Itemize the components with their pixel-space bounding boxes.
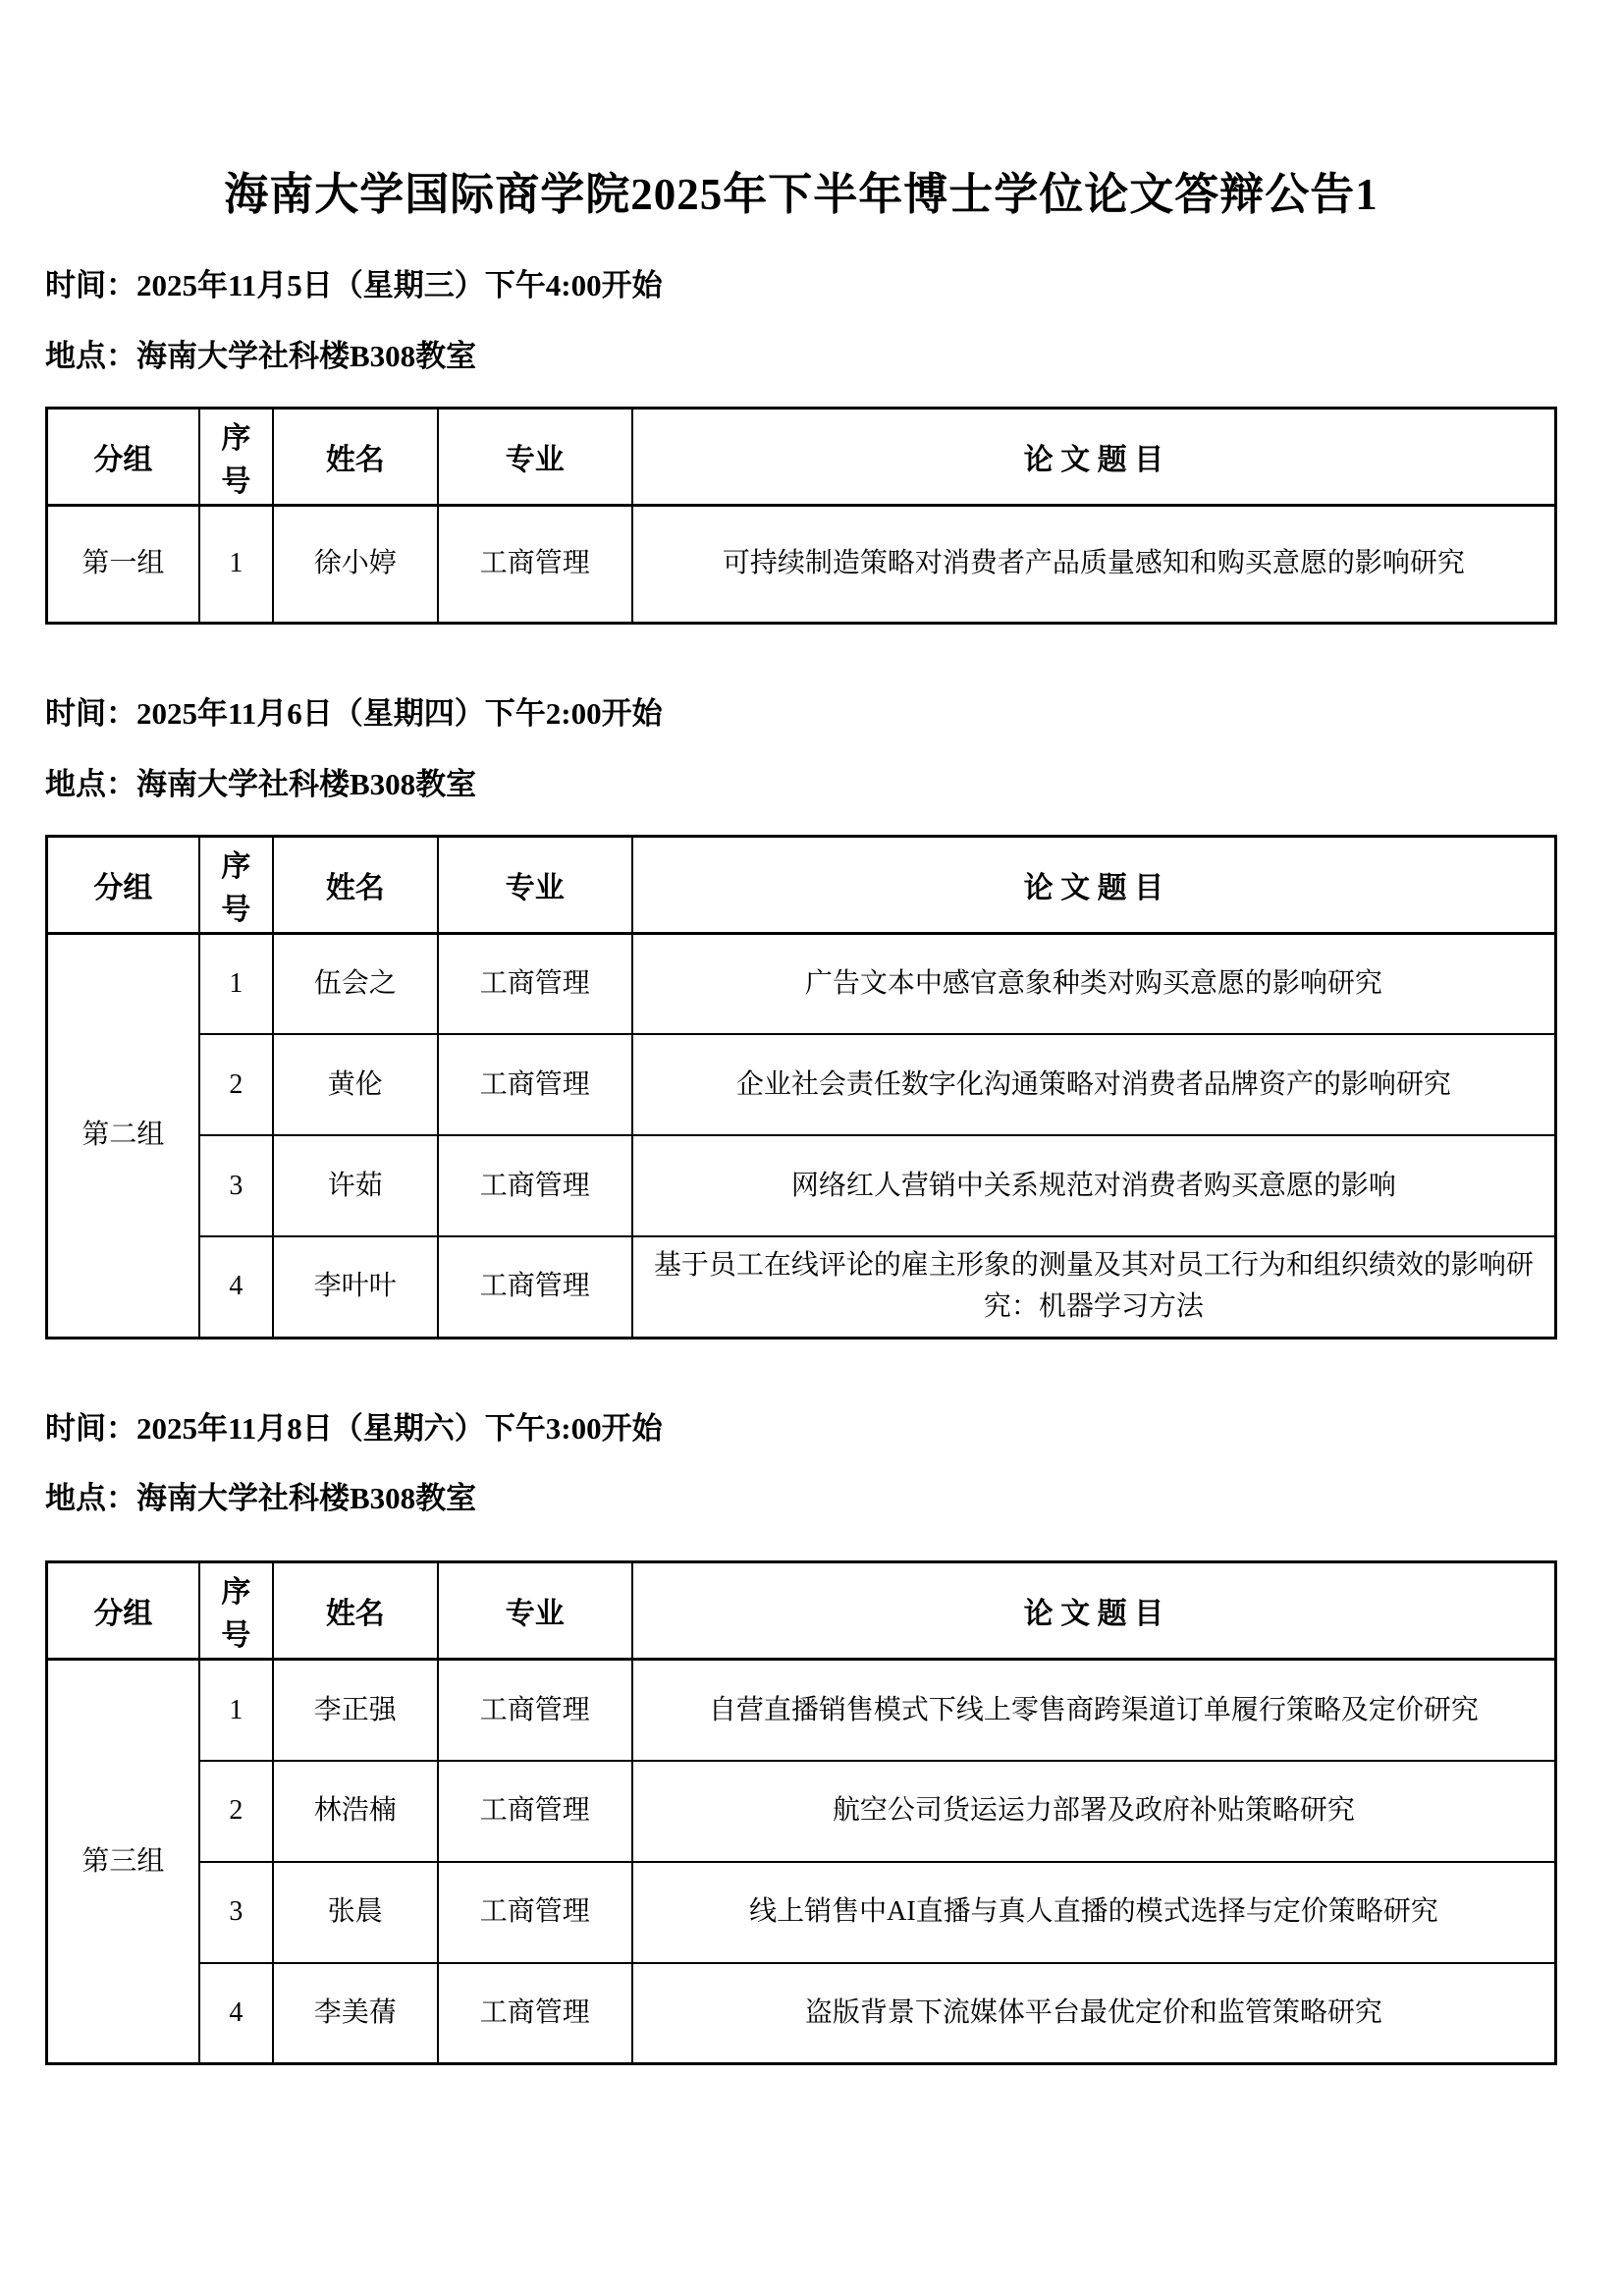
defense-table-3	[45, 1560, 1557, 2065]
major-cell: 工商管理	[438, 1761, 632, 1862]
header-thesis-title: 论 文 题 目	[632, 1562, 1556, 1660]
seq-cell: 4	[199, 1236, 273, 1338]
table-row	[47, 1660, 1556, 1761]
group-cell: 第一组	[47, 505, 199, 623]
header-thesis-title: 论 文 题 目	[632, 408, 1556, 505]
name-cell: 李正强	[273, 1660, 438, 1761]
table-row	[47, 1034, 1556, 1135]
table-row	[47, 1135, 1556, 1236]
header-seq: 序号	[199, 1562, 273, 1660]
session-2-location: 地点：海南大学社科楼B308教室	[45, 766, 477, 801]
header-major: 专业	[438, 408, 632, 505]
table-header-row	[47, 836, 1556, 933]
thesis-title-cell: 航空公司货运运力部署及政府补贴策略研究	[632, 1761, 1556, 1862]
thesis-title-cell: 广告文本中感官意象种类对购买意愿的影响研究	[632, 933, 1556, 1034]
major-cell: 工商管理	[438, 1034, 632, 1135]
name-cell: 徐小婷	[273, 505, 438, 623]
major-cell: 工商管理	[438, 1862, 632, 1963]
seq-cell: 1	[199, 1660, 273, 1761]
major-cell: 工商管理	[438, 1660, 632, 1761]
seq-cell: 1	[199, 505, 273, 623]
group-cell: 第二组	[47, 933, 199, 1338]
name-cell: 伍会之	[273, 933, 438, 1034]
session-1-time: 时间：2025年11月5日（星期三）下午4:00开始	[45, 268, 663, 303]
header-group: 分组	[47, 1562, 199, 1660]
header-major: 专业	[438, 1562, 632, 1660]
defense-table-1	[45, 407, 1557, 625]
table-row	[47, 1862, 1556, 1963]
major-cell: 工商管理	[438, 505, 632, 623]
thesis-title-cell: 盗版背景下流媒体平台最优定价和监管策略研究	[632, 1963, 1556, 2064]
name-cell: 张晨	[273, 1862, 438, 1963]
page-title: 海南大学国际商学院2025年下半年博士学位论文答辩公告1	[224, 170, 1379, 219]
header-name: 姓名	[273, 836, 438, 933]
seq-cell: 3	[199, 1135, 273, 1236]
thesis-title-cell: 自营直播销售模式下线上零售商跨渠道订单履行策略及定价研究	[632, 1660, 1556, 1761]
header-seq: 序号	[199, 408, 273, 505]
name-cell: 许茹	[273, 1135, 438, 1236]
table-row	[47, 1963, 1556, 2064]
thesis-title-cell: 线上销售中AI直播与真人直播的模式选择与定价策略研究	[632, 1862, 1556, 1963]
group-cell: 第三组	[47, 1660, 199, 2064]
major-cell: 工商管理	[438, 933, 632, 1034]
session-3-location: 地点：海南大学社科楼B308教室	[45, 1481, 477, 1516]
major-cell: 工商管理	[438, 1236, 632, 1338]
header-group: 分组	[47, 836, 199, 933]
major-cell: 工商管理	[438, 1963, 632, 2064]
major-cell: 工商管理	[438, 1135, 632, 1236]
header-name: 姓名	[273, 408, 438, 505]
seq-cell: 2	[199, 1761, 273, 1862]
name-cell: 黄伦	[273, 1034, 438, 1135]
defense-table-2	[45, 835, 1557, 1339]
session-2-time: 时间：2025年11月6日（星期四）下午2:00开始	[45, 695, 663, 731]
table-row	[47, 1236, 1556, 1338]
header-thesis-title: 论 文 题 目	[632, 836, 1556, 933]
thesis-title-cell: 基于员工在线评论的雇主形象的测量及其对员工行为和组织绩效的影响研究：机器学习方法	[632, 1236, 1556, 1338]
seq-cell: 1	[199, 933, 273, 1034]
name-cell: 林浩楠	[273, 1761, 438, 1862]
table-header-row	[47, 1562, 1556, 1660]
session-1-location: 地点：海南大学社科楼B308教室	[45, 339, 477, 374]
header-major: 专业	[438, 836, 632, 933]
table-row	[47, 505, 1556, 623]
table-header-row	[47, 408, 1556, 505]
name-cell: 李美蒨	[273, 1963, 438, 2064]
name-cell: 李叶叶	[273, 1236, 438, 1338]
thesis-title-cell: 网络红人营销中关系规范对消费者购买意愿的影响	[632, 1135, 1556, 1236]
header-seq: 序号	[199, 836, 273, 933]
seq-cell: 2	[199, 1034, 273, 1135]
thesis-title-cell: 企业社会责任数字化沟通策略对消费者品牌资产的影响研究	[632, 1034, 1556, 1135]
session-3-time: 时间：2025年11月8日（星期六）下午3:00开始	[45, 1410, 663, 1446]
seq-cell: 4	[199, 1963, 273, 2064]
seq-cell: 3	[199, 1862, 273, 1963]
table-row	[47, 933, 1556, 1034]
thesis-title-cell: 可持续制造策略对消费者产品质量感知和购买意愿的影响研究	[632, 505, 1556, 623]
header-name: 姓名	[273, 1562, 438, 1660]
header-group: 分组	[47, 408, 199, 505]
table-row	[47, 1761, 1556, 1862]
